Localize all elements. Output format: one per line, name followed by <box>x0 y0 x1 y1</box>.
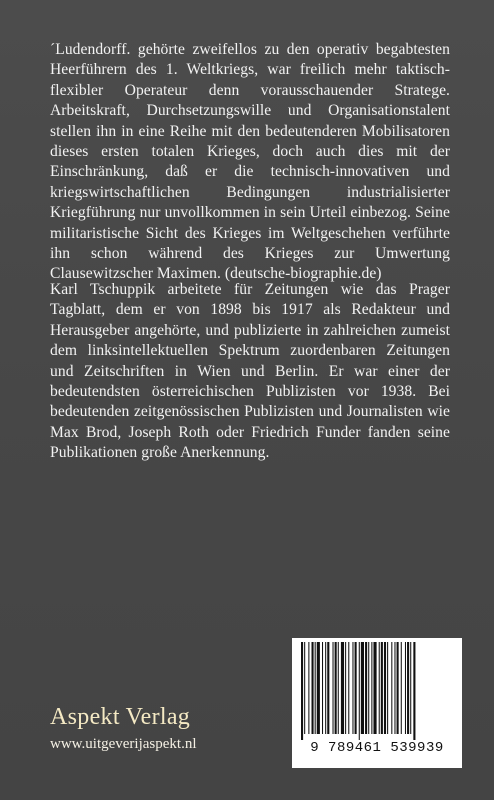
barcode-bar <box>410 642 411 734</box>
barcode-bar <box>355 642 357 734</box>
barcode-bar <box>371 642 372 734</box>
barcode-bar <box>391 642 392 734</box>
barcode-bar <box>359 642 360 740</box>
barcode-bar <box>312 642 314 734</box>
barcode-bar <box>379 642 380 734</box>
barcode-bar <box>352 642 353 734</box>
barcode-bar <box>361 642 364 734</box>
barcode-bar <box>301 642 303 740</box>
author-bio-paragraph: Karl Tschuppik arbeitete für Zeitungen wie das Prager Tagblatt, dem er von 1898 bis 1917 als Redakteur und Herausgeber angehörte, und publizierte in zahlreichen zumeist dem linksintellektuellen Spektrum zuordenbaren Zeitungen und Zeitschriften in Wien und Berlin. Er war einer der bedeutendsten österreichischen Publizisten vor 1938. Bei bedeutenden zeitgenössischen Publizisten und Journalisten wie Max Brod, Joseph Roth oder Friedrich Funder fanden seine Publikationen große Anerkennung. <box>50 281 450 462</box>
barcode-bar <box>345 642 346 734</box>
barcode-bar <box>413 642 415 740</box>
barcode-bar <box>365 642 367 734</box>
barcode-bar <box>333 642 334 734</box>
barcode-bar <box>381 642 383 734</box>
barcode-bar <box>407 642 409 734</box>
barcode-bar <box>335 642 337 734</box>
barcode-digits: 9 789461 539939 <box>310 740 444 756</box>
barcode-bar <box>308 642 309 734</box>
barcode-bar <box>341 642 344 734</box>
barcode-bar <box>401 642 402 734</box>
barcode-bar <box>394 642 395 734</box>
barcode-bar <box>387 642 388 734</box>
barcode-bar <box>315 642 316 734</box>
barcode-bars <box>297 642 457 740</box>
barcode-bar <box>304 642 305 734</box>
barcode-bar <box>325 642 326 734</box>
barcode-bar <box>384 642 386 734</box>
blurb-paragraph-ludendorff: ´Ludendorff. gehörte zweifellos zu den operativ begabtesten Heerführern des 1. Weltkriegs, war freilich mehr taktisch-flexibler Operateur denn vorausschauender Stratege. Arbeitskraft, Durchsetzungswille und Organisationstalent stellen ihn in eine Reihe mit den bedeutenderen Mobilisatoren dieses ersten totalen Krieges, doch auch dies mit der Einschränkung, daß er die technisch-innovativen und kriegswirtschaftlichen Bedingungen industrialisierter Kriegführung nur unvollkommen in sein Urteil einbezog. Seine militaristische Sicht des Krieges im Weltgeschehen verführte ihn schon während des Krieges zur Umwertung Clausewitzscher Maximen. (deutsche-biographie.de) <box>50 41 450 283</box>
publisher-url: www.uitgeverijaspekt.nl <box>50 736 197 752</box>
barcode-bar <box>368 642 369 734</box>
barcode-bar <box>322 642 323 734</box>
barcode-bar <box>338 642 339 734</box>
barcode-bar <box>348 642 349 734</box>
barcode-bar <box>373 642 376 734</box>
publisher-name: Aspekt Verlag <box>50 704 191 730</box>
barcode-bar <box>327 642 329 734</box>
barcode-bar <box>405 642 406 734</box>
barcode-bar <box>317 642 320 734</box>
barcode-bar <box>397 642 399 734</box>
isbn-barcode <box>292 638 462 768</box>
